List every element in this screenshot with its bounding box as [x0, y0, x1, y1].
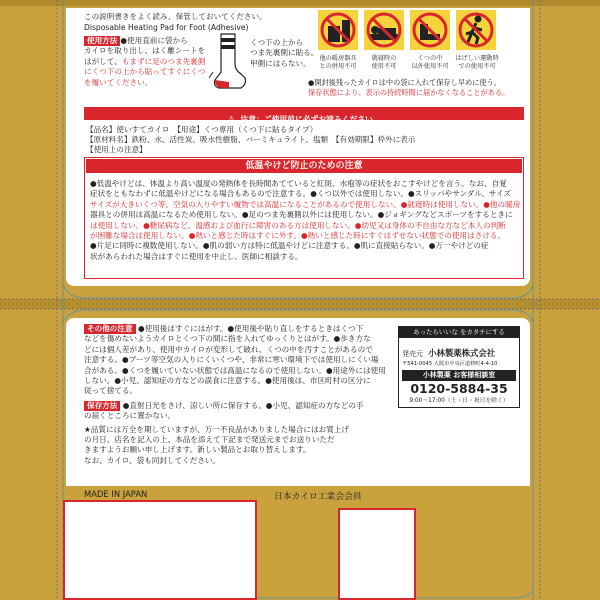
caution-bar	[84, 107, 524, 125]
other-line-5: 合がある。●くつを履いていない状態では高温になるので使用しない。●用途外には使用	[84, 365, 386, 375]
low-temp-warning-box	[84, 157, 524, 279]
lot-number-box	[63, 500, 257, 600]
other-line-2: などを傷めないようカイロとくつ下の間に指を入れてゆっくりとはがす。●歩き方な	[84, 334, 371, 344]
company-box	[398, 326, 520, 408]
other-notes	[84, 324, 394, 466]
icon-caption-indoor: くつの中 以外使用不可	[411, 55, 449, 70]
heater-prohibited-icon	[318, 10, 358, 50]
product-info-3: 【使用上の注意】	[86, 145, 147, 154]
storage-line-1: ●直射日光をさけ、涼しい所に保存する。●小児、認知症の方などの手	[122, 400, 364, 410]
quality-line-2: の月日、店名を記入の上、本品を添えて下記まで発送元までお送りいただ	[84, 435, 335, 445]
warning-line-2: 症状をともなわずに低温やけどになる場合もあるので注意する。●くつ以外では使用しない。●スリッパやサンダル、サイズ	[90, 189, 512, 199]
low-temp-title: 低温やけど防止のための注意	[86, 159, 522, 173]
expiry-date-box	[338, 508, 416, 600]
phone-hours: 9:00～17:00（土・日・祝日を除く）	[409, 398, 509, 404]
usage-label: 使用方法	[84, 36, 120, 46]
warning-line-8: 状があらわれた場合はすぐに使用を中止し、医師に相談する。	[90, 251, 303, 261]
product-info-2: 【原材料名】鉄粉、水、活性炭、吸水性樹脂、バーミキュライト、塩類 【有効期限】枠外に表示	[86, 135, 416, 144]
usage-line-1: ●使用直前に袋から	[120, 36, 188, 45]
usage-section	[84, 36, 214, 88]
usage-line-5: を履いてください。	[84, 77, 153, 87]
opened-note-2: 保存状態により、表示の持続時間に届かなくなることがある。	[308, 88, 510, 97]
foot-note-line-3: 甲側にはらない。	[250, 58, 311, 68]
consult-desk: 小林製薬 お客様相談室	[402, 370, 516, 381]
usage-line-2: カイロを取り出し、はく離シートを	[84, 46, 206, 56]
other-line-7: 従って捨てる。	[84, 386, 138, 396]
usage-line-3b: もまずに足のつま先裏側	[121, 56, 206, 66]
foot-note-line-1: くつ下の上から	[250, 38, 304, 47]
caution-bar-text: 注意：ご使用前に必ずお読みください。	[240, 115, 381, 124]
icon-caption-heater: 他の暖房器具 との併用不可	[319, 55, 357, 70]
seller-address: 〒541-0045 大阪市中央区道修町4-4-10	[402, 361, 498, 367]
icon-caption-exercise: はげしい運動時 での使用不可	[455, 55, 499, 70]
exercise-prohibited-icon	[456, 10, 496, 50]
warning-line-5: は使用しない。●糖尿病など、温感および血行に障害のある方は使用しない。●幼児又は身体の不自由な方など本人の判断	[90, 220, 506, 230]
usage-line-3a: はがして、	[84, 56, 122, 66]
warning-line-7: ●片足に同時に複数使用しない。●肌の弱い方は特に低温やけどに注意する。●肌に直接貼らない。●万一やけどの症	[90, 241, 489, 251]
other-line-1: ●使用後はすぐにはがす。●使用後や貼り直しをするときはくつ下	[137, 324, 364, 333]
product-info-1: 【品名】使いすてカイロ 【用途】くつ専用（くつ下に貼るタイプ）	[86, 125, 318, 134]
quality-line-3: きますようお願い申し上げます。新しい製品とお取り替えします。	[84, 445, 311, 455]
warning-line-4: 器具との併用は高温になるため使用しない。●足のつま先裏側以外には使用しない。●ジョギングなどスポーツをするときに	[90, 210, 513, 220]
other-label: その他の注意	[84, 324, 136, 334]
opened-note-1: ●開封後残ったカイロは中の袋に入れて保存し早めに使う。	[308, 78, 501, 87]
storage-label: 保存方法	[84, 401, 120, 411]
foot-note	[250, 38, 318, 69]
warning-line-3: サイズが大きいくつ等、空気の入りやすい履物では高温になることがあるので使用しない。●就寝時は使用しない。●他の暖房	[90, 199, 521, 209]
icon-caption-sleeping: 就寝時の 使用不可	[371, 55, 397, 70]
sleeping-prohibited-icon	[364, 10, 404, 50]
seller-label: 発売元	[402, 350, 423, 358]
warning-triangle-icon: ⚠	[227, 115, 236, 125]
english-product-name: Disposable Heating Pad for Foot (Adhesive)	[84, 23, 249, 32]
indoor-prohibited-icon	[410, 10, 450, 50]
phone-number: 0120-5884-35	[410, 381, 508, 396]
storage-line-2: の届くところに置かない。	[84, 411, 176, 421]
seller-name: 小林製薬株式会社	[428, 348, 496, 358]
warning-line-1: ●低温やけどは、体温より高い温度の発熱体を長時間あてていると紅斑、水疱等の症状をおこすやけどを言う。なお、自覚	[90, 179, 507, 188]
company-slogan: あったらいいな をカタチにする	[399, 327, 519, 338]
foot-note-line-2: つま先裏側に貼る。	[250, 48, 319, 58]
quality-line-1: ★品質には万全を期していますが、万一不良品がありました場合にはお買上げ	[84, 424, 349, 434]
made-in-text: MADE IN JAPAN	[84, 489, 148, 499]
warning-line-6: が困難な場合は使用しない。●熱いと感じた時はすぐに外す。●熱いと感じた時にすぐはずせない状態での使用はさける。	[90, 231, 506, 241]
other-line-6: しない。●小児、認知症の方などの誤食に注意する。●使用後は、市区町村の区分に	[84, 376, 371, 386]
quality-line-4: なお、カイロ、袋も同封してください。	[84, 455, 221, 465]
intro-text: この説明書きをよく読み、保管しておいてください。	[84, 12, 267, 21]
other-line-4: 注意する。●ブーツ等空気の入りにくいくつや、非常に寒い環境下では使用しにくい場	[84, 355, 379, 365]
other-line-3: どには個人差があり、使用中カイロが変形して破れ、くつの中を汚すことがあるので	[84, 344, 373, 354]
association-text: 日本カイロ工業会会員	[274, 492, 362, 502]
foot-with-pad-icon	[205, 32, 249, 94]
prohibition-icons	[318, 10, 528, 78]
usage-line-4: にくつ下の上から貼ってすぐにくつ	[84, 67, 206, 77]
